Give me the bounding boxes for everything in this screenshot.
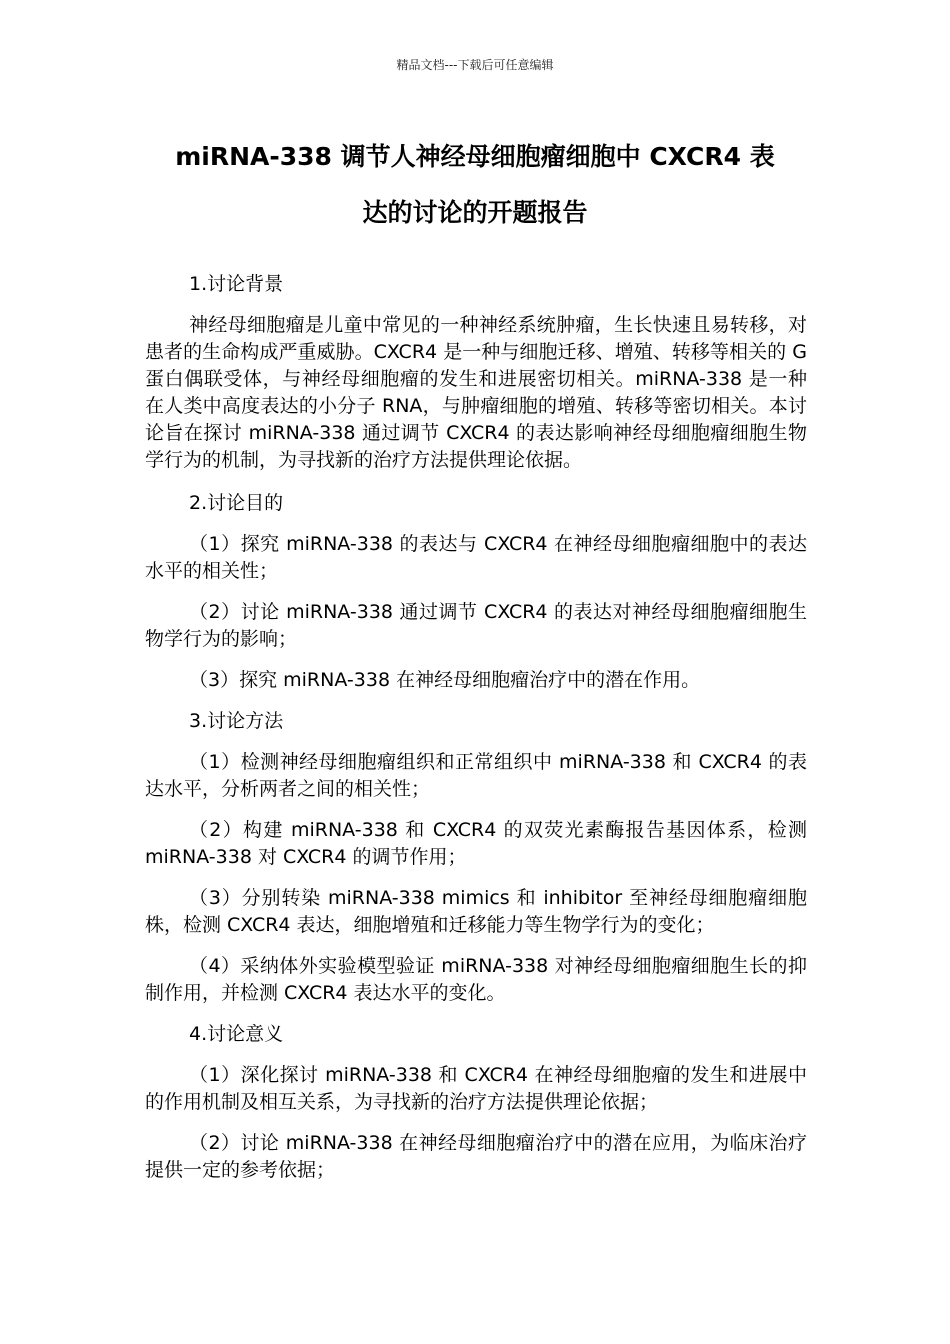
document-body: [145, 271, 807, 1184]
method-item-2: （2）构建 miRNA-338 和 CXCR4 的双荧光素酶报告基因体系，检测 miRNA-338 对 CXCR4 的调节作用；: [145, 819, 807, 868]
method-item-4: （4）采纳体外实验模型验证 miRNA-338 对神经母细胞瘤细胞生长的抑制作用，并检测 CXCR4 表达水平的变化。: [145, 955, 807, 1004]
significance-item-1: （1）深化探讨 miRNA-338 和 CXCR4 在神经母细胞瘤的发生和进展中的作用机制及相互关系，为寻找新的治疗方法提供理论依据；: [145, 1064, 807, 1113]
section-heading-significance: 4.讨论意义: [189, 1023, 284, 1045]
method-item-3: （3）分别转染 miRNA-338 mimics 和 inhibitor 至神经母细胞瘤细胞株，检测 CXCR4 表达，细胞增殖和迁移能力等生物学行为的变化；: [145, 887, 807, 936]
section-heading-background: 1.讨论背景: [189, 273, 284, 295]
section-heading-objectives: 2.讨论目的: [189, 492, 284, 514]
header-note: 精品文档---下载后可任意编辑: [396, 58, 554, 72]
title-line-2: 达的讨论的开题报告: [362, 198, 588, 227]
objective-item-1: （1）探究 miRNA-338 的表达与 CXCR4 在神经母细胞瘤细胞中的表达水平的相关性；: [145, 533, 807, 582]
significance-item-2: （2）讨论 miRNA-338 在神经母细胞瘤治疗中的潜在应用，为临床治疗提供一定的参考依据；: [145, 1132, 807, 1181]
background-paragraph: 神经母细胞瘤是儿童中常见的一种神经系统肿瘤，生长快速且易转移，对患者的生命构成严重威胁。CXCR4 是一种与细胞迁移、增殖、转移等相关的 G 蛋白偶联受体，与神经母细胞瘤的发生和进展密切相关。miRNA-338 是一种在人类中高度表达的小分子 RNA，与肿瘤细胞的增殖、转移等密切相关。本讨论旨在探讨 miRNA-338 通过调节 CXCR4 的表达影响神经母细胞瘤细胞生物学行为的机制，为寻找新的治疗方法提供理论依据。: [145, 314, 807, 471]
method-item-1: （1）检测神经母细胞瘤组织和正常组织中 miRNA-338 和 CXCR4 的表达水平，分析两者之间的相关性；: [145, 751, 807, 800]
objective-item-2: （2）讨论 miRNA-338 通过调节 CXCR4 的表达对神经母细胞瘤细胞生物学行为的影响；: [145, 601, 807, 650]
objective-item-3: （3）探究 miRNA-338 在神经母细胞瘤治疗中的潜在作用。: [189, 669, 701, 691]
section-heading-methods: 3.讨论方法: [189, 710, 284, 732]
title-line-1: miRNA-338 调节人神经母细胞瘤细胞中 CXCR4 表: [175, 142, 775, 171]
